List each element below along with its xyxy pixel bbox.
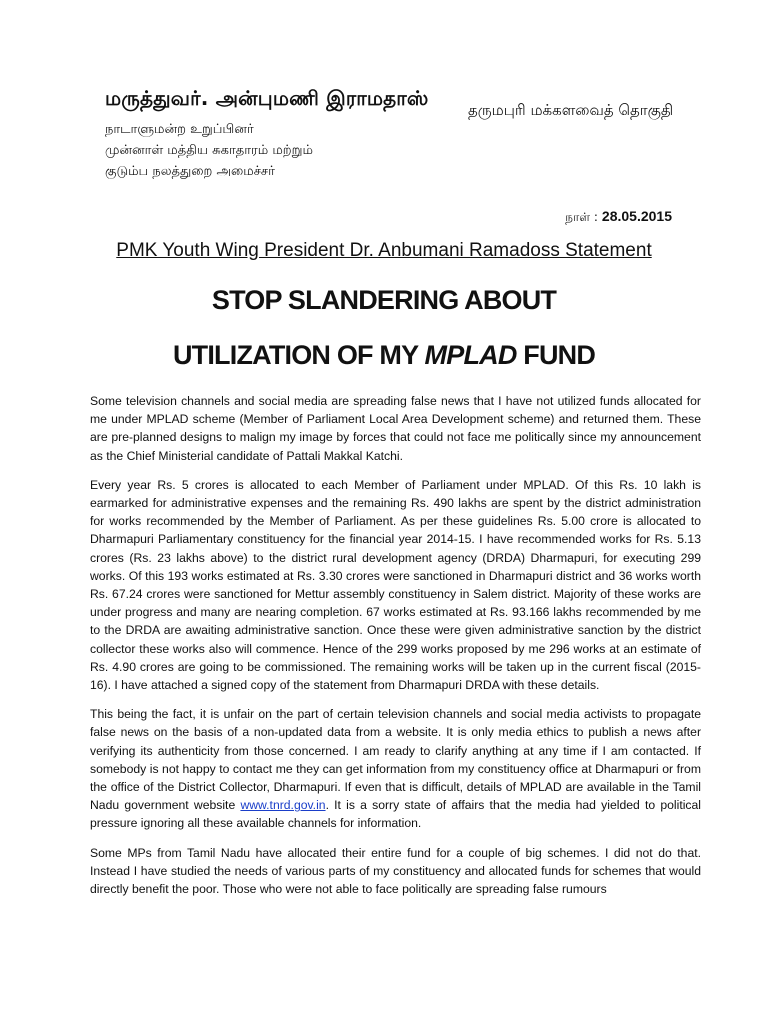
paragraph-3 xyxy=(90,705,701,832)
statement-subtitle: PMK Youth Wing President Dr. Anbumani Ramadoss Statement xyxy=(116,240,652,261)
paragraph-2: Every year Rs. 5 crores is allocated to each Member of Parliament under MPLAD. Of this Rs. 10 lakh is earmarked for administrative expenses and the remaining Rs. 490 lakhs are spent by the district administration for works recommended by the Member of Parliament. As per these guidelines Rs. 5.00 crore is allocated to Dharmapuri Parliamentary constituency for the financial year 2014-15. I have recommended works for Rs. 5.13 crores (Rs. 23 lakhs above) to the district rural development agency (DRDA) Dharmapuri, for executing 299 works. Of this 193 works estimated at Rs. 3.30 crores were sanctioned in Dharmapuri district and 36 works worth Rs. 67.24 crores were sanctioned for Mettur assembly constituency in Salem district. Majority of these works are under progress and many are nearing completion. 67 works estimated at Rs. 93.166 lakhs recommended by me to the DRDA are awaiting administrative sanction. Once these were given administrative sanction by the district collector these works also will commence. Hence of the 299 works proposed by me 296 works at an estimate of Rs. 4.90 crores are going to be commissioned. The remaining works will be taken up in the current fiscal (2015-16). I have attached a signed copy of the statement from Dharmapuri DRDA with these details. xyxy=(90,477,701,693)
paragraph-3-text-before-link: This being the fact, it is unfair on the part of certain television channels and social media activists to propagate false news on the basis of a non-updated data from a website. It is only media ethics to publish a news after verifying its authenticity from those concerned. I am ready to clarify anything at any time if I am contacted. If somebody is not happy to contact me they can get information from my constituency office at Dharmapuri or from the office of the District Collector, Dharmapuri. If even that is difficult, details of MPLAD are available in the Tamil Nadu government website xyxy=(90,707,701,813)
date-label: நாள் : xyxy=(565,210,598,224)
letterhead-title-mp: நாடாளுமன்ற உறுப்பினர் xyxy=(105,122,254,137)
tnrd-website-link[interactable]: www.tnrd.gov.in xyxy=(240,798,326,813)
letterhead-title-former-minister: முன்னாள் மத்திய சுகாதாரம் மற்றும் xyxy=(105,143,313,158)
headline-line-2 xyxy=(0,340,768,371)
paragraph-1: Some television channels and social media are spreading false news that I have not utilized funds allocated for me under MPLAD scheme (Member of Parliament Local Area Development scheme) and returned them. These are pre-planned designs to malign my image by forces that could not face me politically since my announcement as the Chief Ministerial candidate of Pattali Makkal Katchi. xyxy=(90,394,701,463)
letterhead-name: மருத்துவர். அன்புமணி இராமதாஸ் xyxy=(105,86,429,110)
date-row xyxy=(565,208,672,226)
paragraph-4: Some MPs from Tamil Nadu have allocated their entire fund for a couple of big schemes. I did not do that. Instead I have studied the needs of various parts of my constituency and allocated funds for schemes that would directly benefit the poor. Those who were not able to face politically are spreading false rumours xyxy=(90,845,701,897)
date-value: 28.05.2015 xyxy=(601,208,672,224)
headline-line-2-suffix: FUND xyxy=(516,340,596,370)
headline-mplad-italic: MPLAD xyxy=(424,340,517,370)
letterhead-constituency: தருமபுரி மக்களவைத் தொகுதி xyxy=(468,101,674,119)
headline-line-2-prefix: UTILIZATION OF MY xyxy=(172,340,425,370)
letterhead-title-ministry: குடும்ப நலத்துறை அமைச்சர் xyxy=(105,164,275,179)
headline-line-1: STOP SLANDERING ABOUT xyxy=(211,285,557,315)
paragraph-3-text-after-link: . It is a sorry state of affairs that the media had yielded to political pressure ignoring all these available channels for information. xyxy=(90,798,701,831)
statement-body xyxy=(90,392,701,909)
